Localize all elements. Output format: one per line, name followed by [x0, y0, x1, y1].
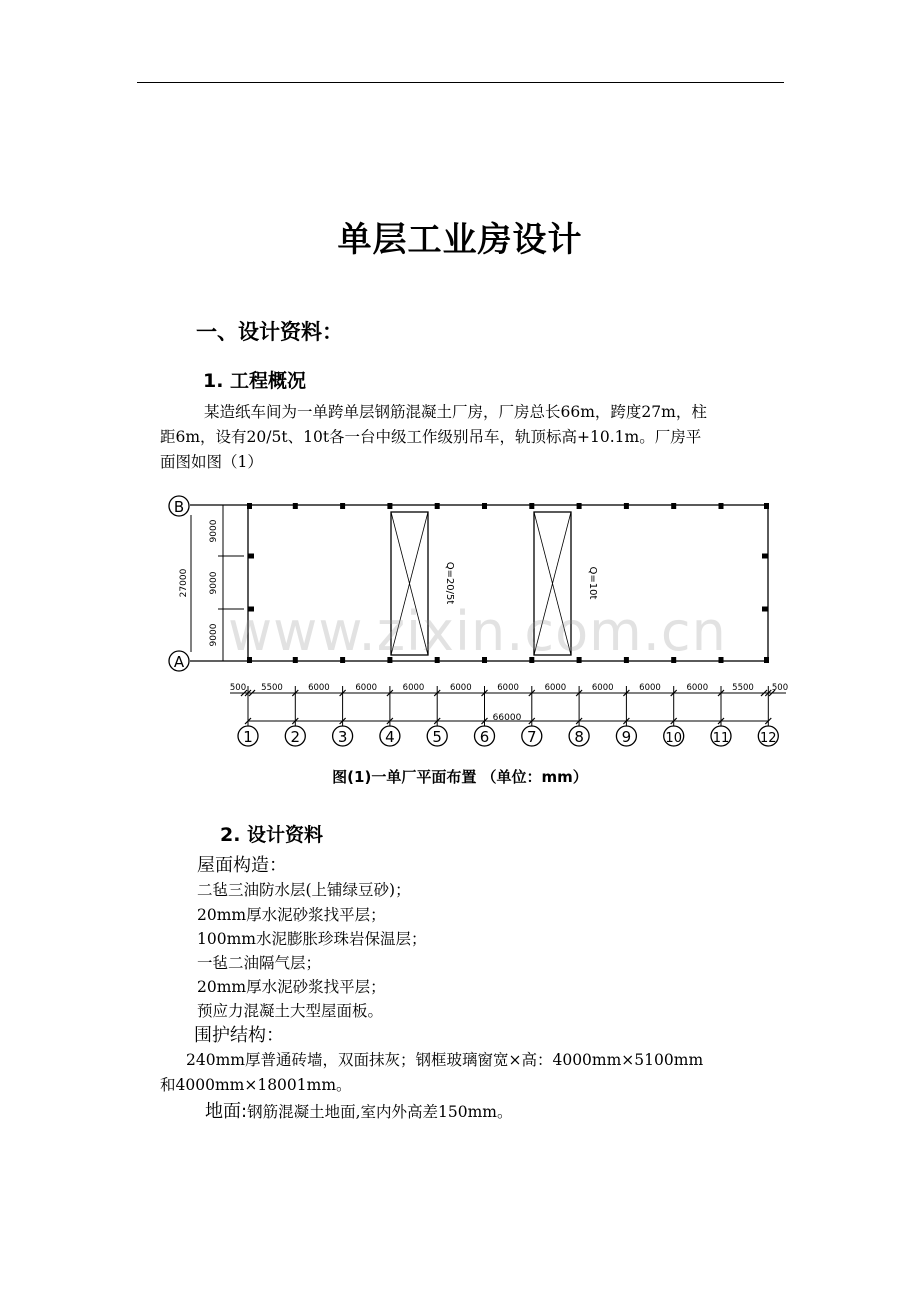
column-marker	[671, 503, 676, 509]
overview-line: 某造纸车间为一单跨单层钢筋混凝土厂房，厂房总长66m，跨度27m，柱	[204, 403, 707, 421]
crane2-label: Q=10t	[587, 566, 598, 600]
roof-item: 100mm水泥膨胀珍珠岩保温层；	[197, 930, 427, 948]
floor-desc: 钢筋混凝土地面,室内外高差150mm。	[247, 1103, 513, 1121]
enclosure-label: 围护结构：	[194, 1025, 284, 1046]
column-marker	[248, 554, 254, 559]
bay-dim: 6000	[686, 683, 709, 693]
column-axis-label: 10	[665, 731, 682, 746]
crane1-label: Q=20/5t	[444, 561, 455, 605]
column-axis-label: 9	[621, 728, 632, 746]
roof-item: 二毡三油防水层(上铺绿豆砂)；	[197, 881, 411, 899]
column-marker	[340, 503, 345, 509]
axis-label-B: B	[173, 498, 185, 516]
total-span-dim: 27000	[179, 568, 189, 598]
column-axis-label: 7	[527, 728, 537, 746]
column-marker	[435, 503, 440, 509]
floor-label: 地面:	[205, 1101, 248, 1122]
column-marker	[293, 503, 298, 509]
column-axis-label: 2	[290, 728, 301, 746]
column-marker	[529, 503, 534, 509]
bay-dim: 5500	[732, 683, 754, 693]
column-marker	[762, 607, 768, 612]
floor-text	[205, 1097, 513, 1123]
overview-paragraph	[160, 400, 785, 475]
column-axis-label: 3	[337, 728, 348, 746]
bay-dim: 5500	[261, 683, 283, 693]
bay-dim: 500	[229, 683, 247, 693]
column-marker	[764, 657, 769, 663]
enclosure-line: 240mm厚普通砖墙，双面抹灰；钢框玻璃窗宽×高：4000mm×5100mm	[186, 1051, 704, 1069]
bay-dim: 6000	[355, 683, 378, 693]
bay-dim: 6000	[591, 683, 614, 693]
watermark: www.zixin.com.cn	[228, 600, 727, 663]
bay-dim: 6000	[449, 683, 472, 693]
column-axis-label: 11	[712, 731, 730, 746]
design-data-heading: 2. 设计资料	[220, 824, 324, 846]
header-rule	[137, 82, 784, 83]
column-axis-label: 8	[574, 728, 584, 746]
overview-line: 距6m，设有20/5t、10t各一台中级工作级别吊车，轨顶标高+10.1m。厂房平	[160, 428, 702, 446]
enclosure-text	[160, 1048, 785, 1098]
column-marker	[577, 503, 582, 509]
column-marker	[719, 503, 724, 509]
figure-caption: 图(1)一单厂平面布置 （单位：mm）	[332, 768, 588, 786]
column-axis-label: 5	[432, 728, 442, 746]
document-title: 单层工业房设计	[337, 220, 583, 260]
bay-dim: 6000	[402, 683, 425, 693]
bay-dim: 500	[771, 683, 789, 693]
roof-item: 20mm厚水泥砂浆找平层；	[197, 906, 386, 924]
column-marker	[247, 503, 252, 509]
column-axis-label: 1	[243, 728, 253, 746]
axis-label-A: A	[173, 653, 185, 671]
roof-label: 屋面构造：	[197, 855, 287, 876]
roof-item: 一毡二油隔气层；	[197, 954, 322, 972]
column-marker	[762, 554, 768, 559]
bay-dim: 6000	[544, 683, 567, 693]
column-axis-label: 12	[760, 731, 777, 746]
span-dim: 9000	[209, 571, 219, 595]
roof-item: 20mm厚水泥砂浆找平层；	[197, 978, 386, 996]
column-marker	[764, 503, 769, 509]
overview-heading: 1. 工程概况	[203, 370, 307, 392]
overview-line: 面图如图（1）	[160, 453, 263, 471]
enclosure-line: 和4000mm×18001mm。	[160, 1076, 352, 1094]
total-length-dim: 66000	[492, 713, 522, 723]
bay-dim: 6000	[639, 683, 661, 693]
bay-dim: 6000	[308, 683, 330, 693]
column-marker	[482, 503, 487, 509]
column-axis-label: 6	[479, 728, 490, 746]
span-dim: 9000	[209, 519, 219, 543]
span-dim: 9000	[209, 623, 219, 647]
roof-item: 预应力混凝土大型屋面板。	[197, 1002, 384, 1020]
column-axis-label: 4	[385, 728, 395, 746]
section-heading: 一、设计资料：	[196, 320, 343, 344]
bay-dim: 6000	[497, 683, 519, 693]
column-marker	[624, 503, 629, 509]
column-marker	[387, 503, 392, 509]
